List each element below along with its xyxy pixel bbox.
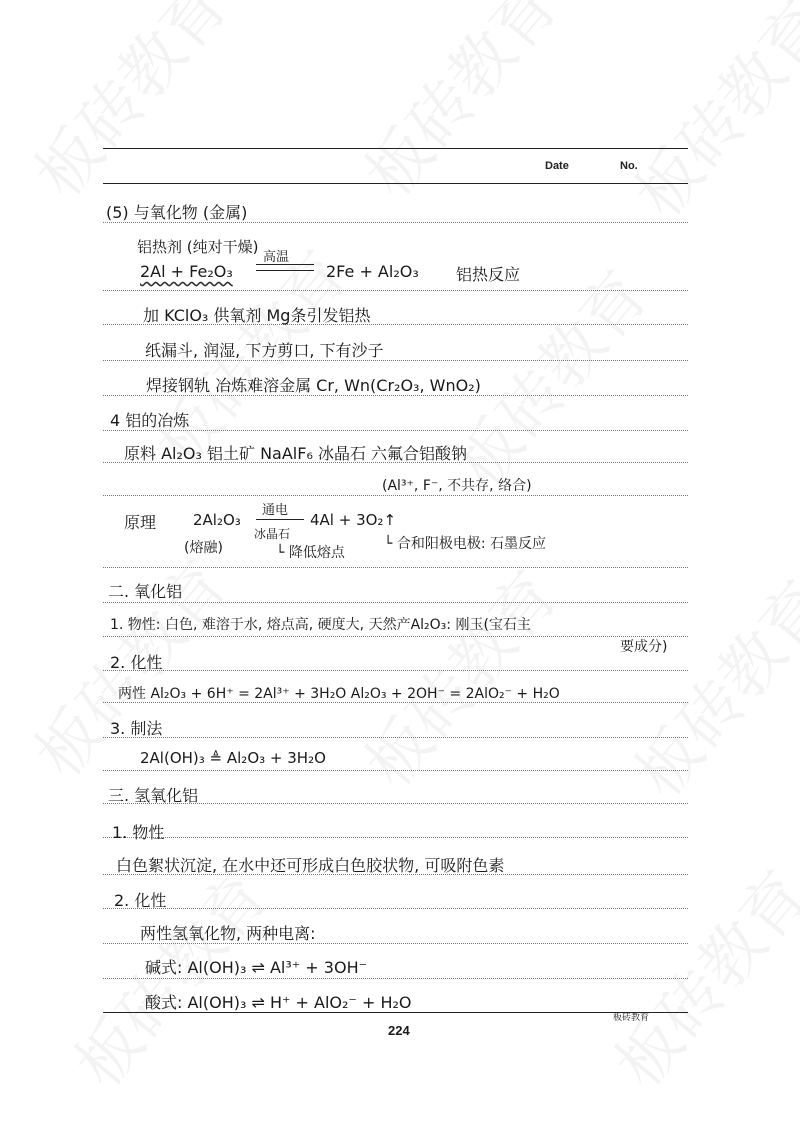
section-heading: 二. 氧化铝	[108, 582, 183, 601]
section-heading: (5) 与氧化物 (金属)	[106, 203, 248, 222]
note-line: 要成分)	[620, 639, 668, 655]
note-line: 焊接钢轨 冶炼难溶金属 Cr, Wn(Cr₂O₃, WnO₂)	[146, 376, 481, 395]
watermark	[610, 0, 800, 234]
ruled-line	[103, 837, 688, 838]
equals-arrow	[256, 519, 304, 520]
equals-arrow	[256, 264, 314, 265]
equation-line: 酸式: Al(OH)₃ ⇌ H⁺ + AlO₂⁻ + H₂O	[145, 993, 412, 1012]
ruled-line	[103, 737, 688, 738]
section-heading: 3. 制法	[110, 719, 163, 738]
equation-line: 碱式: Al(OH)₃ ⇌ Al³⁺ + 3OH⁻	[145, 958, 368, 977]
equation-line: 两性 Al₂O₃ + 6H⁺ = 2Al³⁺ + 3H₂O Al₂O₃ + 2OH⁻ = 2AlO₂⁻ + H₂O	[118, 686, 560, 702]
equation-reactants: 2Al₂O₃	[193, 511, 241, 529]
note-line: 纸漏斗, 润湿, 下方剪口, 下有沙子	[145, 341, 384, 360]
ruled-line	[103, 978, 688, 979]
section-heading: 三. 氢氧化铝	[108, 786, 199, 805]
ruled-line	[103, 567, 688, 568]
ruled-line	[103, 670, 688, 671]
watermark	[340, 0, 575, 214]
label-principle: 原理	[124, 513, 157, 532]
equation-products: 2Fe + Al₂O₃	[326, 262, 419, 281]
note-line: (熔融)	[184, 540, 223, 556]
equation-line: 2Al(OH)₃ ≜ Al₂O₃ + 3H₂O	[140, 749, 326, 767]
section-heading: 2. 化性	[114, 891, 167, 910]
watermark	[10, 0, 245, 214]
note-line: 两性氢氧化物, 两种电离:	[140, 924, 316, 943]
equation-reactants: 2Al + Fe₂O₃	[140, 262, 233, 281]
ruled-line	[103, 636, 688, 637]
ruled-line	[103, 290, 688, 291]
note-line: 铝热剂 (纯对干燥)	[137, 238, 259, 256]
ruled-line	[103, 430, 688, 431]
equation-products: 4Al + 3O₂↑	[310, 511, 397, 529]
brand-mark: 板砖教育	[613, 1013, 650, 1023]
arrow-condition-label: 高温	[263, 250, 290, 265]
reaction-name: 铝热反应	[456, 265, 521, 284]
note-line: 加 KClO₃ 供氧剂 Mg条引发铝热	[143, 306, 371, 325]
no-label: No.	[620, 160, 638, 172]
section-heading: 4 铝的冶炼	[110, 411, 190, 430]
section-heading: 1. 物性	[112, 823, 165, 842]
ruled-line	[103, 495, 688, 496]
note-line: (Al³⁺, F⁻, 不共存, 络合)	[382, 478, 532, 494]
watermark	[590, 848, 800, 1103]
note-line: 白色絮状沉淀, 在水中还可形成白色胶状物, 可吸附色素	[116, 856, 505, 875]
arrow-condition-label: 冰晶石	[254, 527, 291, 541]
note-line: └ 合和阳极电极: 石墨反应	[384, 536, 547, 552]
date-label: Date	[545, 160, 569, 172]
ruled-line	[103, 908, 688, 909]
note-line: 原料 Al₂O₃ 铝土矿 NaAlF₆ 冰晶石 六氟合铝酸钠	[124, 444, 468, 463]
note-line: 1. 物性: 白色, 难溶于水, 熔点高, 硬度大, 天然产Al₂O₃: 刚玉(宝石主	[110, 617, 531, 633]
watermark	[340, 548, 575, 803]
arrow-condition-label: 通电	[262, 503, 289, 518]
equals-arrow	[256, 270, 314, 271]
note-line: └ 降低熔点	[276, 545, 345, 561]
ruled-line	[103, 770, 688, 771]
page-number: 224	[388, 1023, 410, 1038]
watermark	[610, 558, 800, 813]
header-rule-bottom	[103, 183, 688, 184]
ruled-line	[103, 602, 688, 603]
section-heading: 2. 化性	[110, 653, 163, 672]
header-rule	[103, 148, 688, 149]
